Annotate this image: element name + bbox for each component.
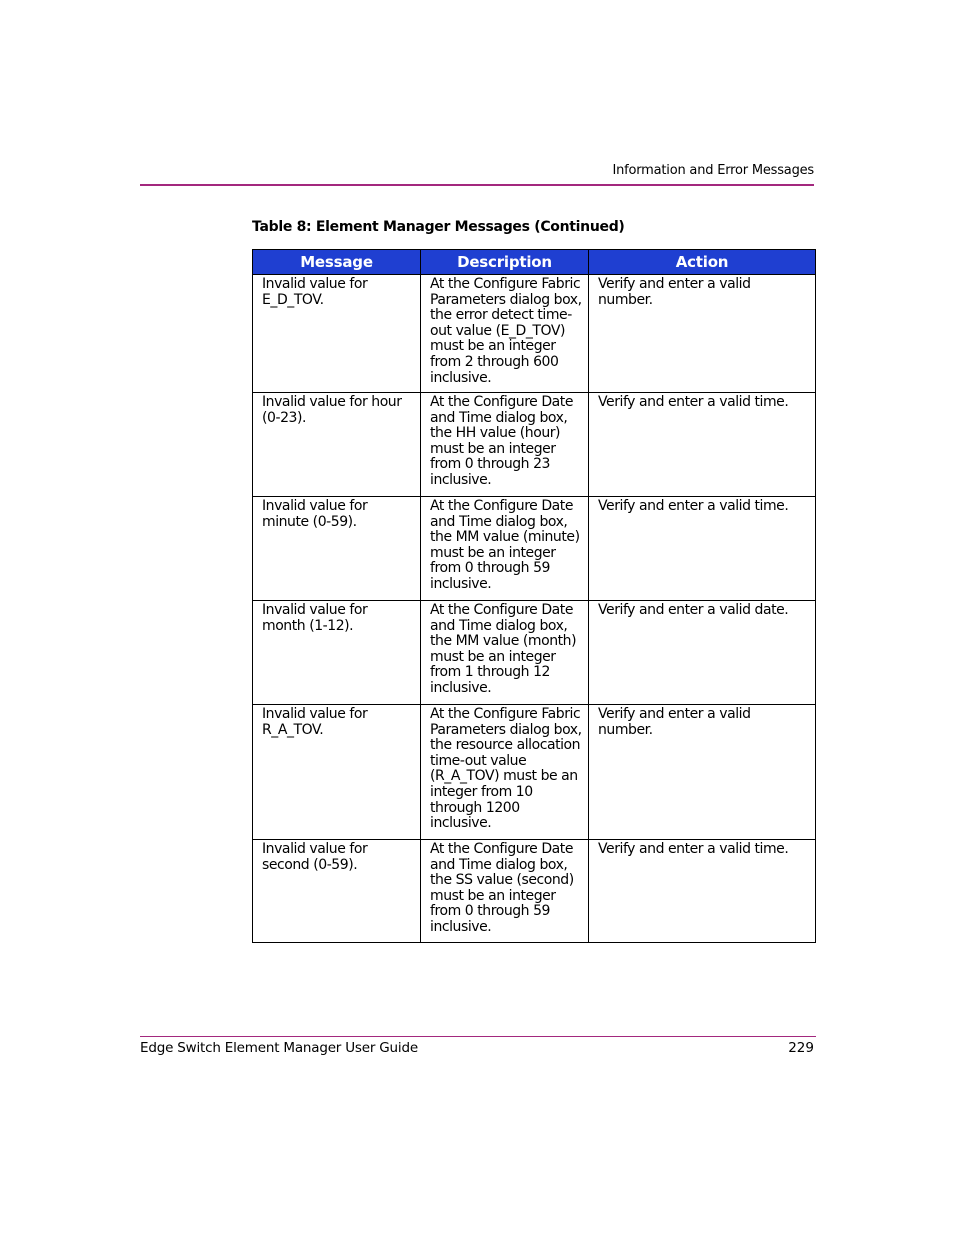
message-cell: Invalid value for minute (0-59).	[253, 497, 421, 601]
message-cell: Invalid value for E_D_TOV.	[253, 275, 421, 393]
messages-table	[252, 249, 816, 943]
column-header-message: Message	[253, 250, 421, 275]
message-cell: Invalid value for R_A_TOV.	[253, 705, 421, 840]
table-row	[253, 705, 816, 840]
table-row	[253, 601, 816, 705]
table-row	[253, 840, 816, 943]
table-caption: Table 8: Element Manager Messages (Continued)	[252, 219, 625, 235]
action-cell: Verify and enter a valid number.	[589, 275, 816, 393]
column-header-action: Action	[589, 250, 816, 275]
message-cell: Invalid value for hour (0-23).	[253, 393, 421, 497]
table-row	[253, 275, 816, 393]
table-row	[253, 497, 816, 601]
action-cell: Verify and enter a valid time.	[589, 393, 816, 497]
description-cell: At the Configure Date and Time dialog box, the HH value (hour) must be an integer from 0 through 23 inclusive.	[421, 393, 589, 497]
column-header-description: Description	[421, 250, 589, 275]
table-header-row	[253, 250, 816, 275]
footer-document-title: Edge Switch Element Manager User Guide	[140, 1040, 418, 1056]
header-rule	[140, 184, 814, 186]
description-cell: At the Configure Fabric Parameters dialog box, the resource allocation time-out value (R_A_TOV) must be an integer from 10 through 1200 inclusive.	[421, 705, 589, 840]
message-cell: Invalid value for second (0-59).	[253, 840, 421, 943]
description-cell: At the Configure Fabric Parameters dialog box, the error detect time-out value (E_D_TOV) must be an integer from 2 through 600 inclusive.	[421, 275, 589, 393]
action-cell: Verify and enter a valid date.	[589, 601, 816, 705]
description-cell: At the Configure Date and Time dialog box, the SS value (second) must be an integer from 0 through 59 inclusive.	[421, 840, 589, 943]
running-header: Information and Error Messages	[612, 163, 814, 178]
action-cell: Verify and enter a valid time.	[589, 840, 816, 943]
action-cell: Verify and enter a valid time.	[589, 497, 816, 601]
description-cell: At the Configure Date and Time dialog box, the MM value (month) must be an integer from 1 through 12 inclusive.	[421, 601, 589, 705]
action-cell: Verify and enter a valid number.	[589, 705, 816, 840]
message-cell: Invalid value for month (1-12).	[253, 601, 421, 705]
footer-rule	[140, 1036, 816, 1037]
table-row	[253, 393, 816, 497]
description-cell: At the Configure Date and Time dialog box, the MM value (minute) must be an integer from 0 through 59 inclusive.	[421, 497, 589, 601]
page-number: 229	[788, 1040, 814, 1056]
